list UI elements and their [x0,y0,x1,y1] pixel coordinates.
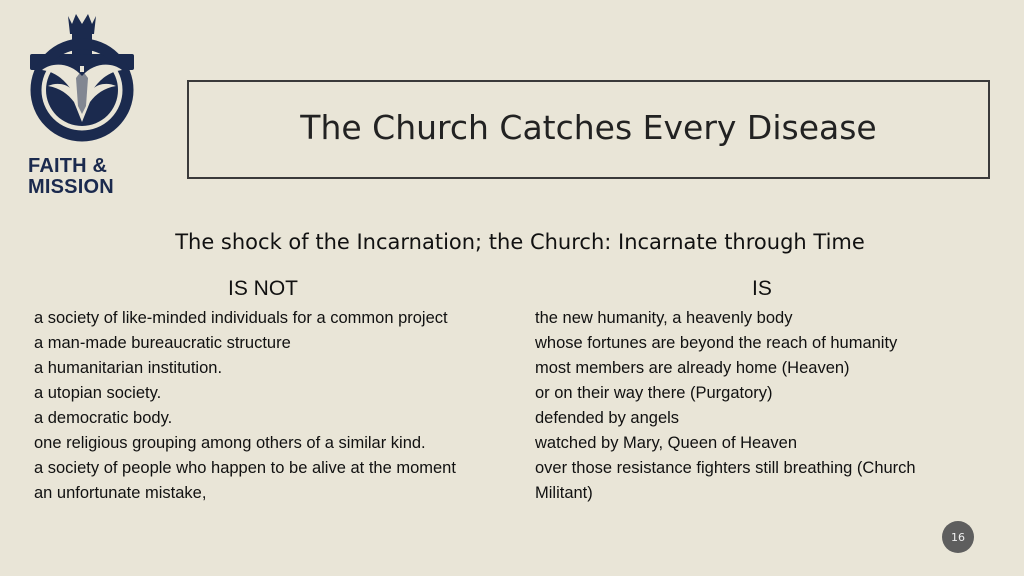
logo-line-1: FAITH & [28,155,108,177]
page-number-badge: 16 [942,521,974,553]
list-item: over those resistance fighters still breathing (Church Militant) [535,459,916,502]
list-item: whose fortunes are beyond the reach of humanity [535,334,898,352]
list-item: a humanitarian institution. [34,359,223,377]
is-not-list [34,306,524,506]
list-item: an unfortunate mistake, [34,484,207,502]
list-item: the new humanity, a heavenly body [535,309,793,327]
list-item: defended by angels [535,409,680,427]
list-item: a society of like-minded individuals for a common project [34,309,448,327]
logo-emblem-icon [26,10,138,150]
is-not-header: IS NOT [228,277,299,300]
list-item: a society of people who happen to be alive at the moment [34,459,456,477]
logo-line-2: MISSION [28,176,114,198]
list-item: a utopian society. [34,384,162,402]
list-item: most members are already home (Heaven) [535,359,850,377]
slide-title-box [187,80,990,179]
faith-and-mission-logo [26,10,138,198]
list-item: watched by Mary, Queen of Heaven [535,434,798,452]
list-item: or on their way there (Purgatory) [535,384,773,402]
list-item: a man-made bureaucratic structure [34,334,291,352]
logo-wordmark [28,156,114,198]
is-header: IS [752,277,772,300]
slide-title: The Church Catches Every Disease [300,108,877,147]
list-item: a democratic body. [34,409,173,427]
is-list [535,306,975,506]
slide-subtitle: The shock of the Incarnation; the Church: Incarnate through Time [175,230,865,254]
list-item: one religious grouping among others of a similar kind. [34,434,426,452]
